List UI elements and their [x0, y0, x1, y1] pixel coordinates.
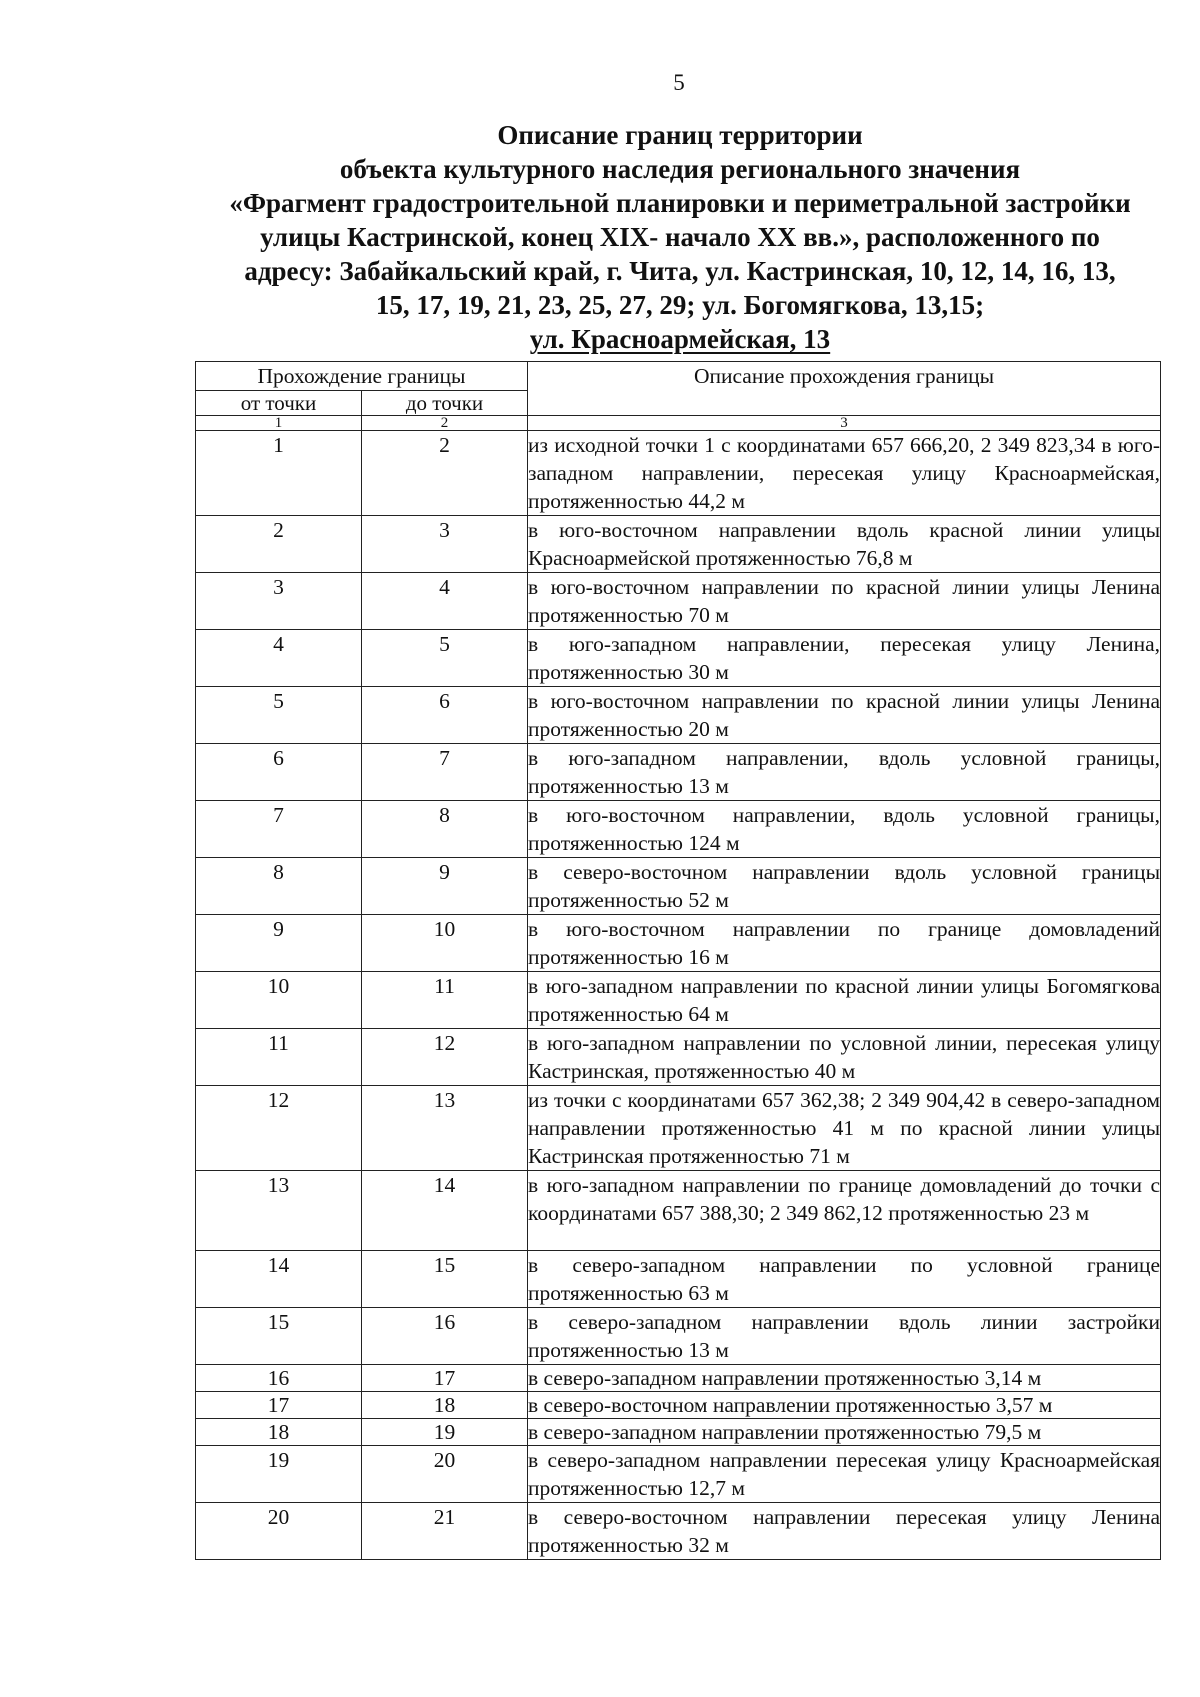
- from-point-cell: 3: [196, 573, 362, 630]
- description-cell: в юго-восточном направлении вдоль красной линии улицы Красноармейской протяженностью 76,8 м: [528, 516, 1161, 573]
- from-point-cell: 5: [196, 687, 362, 744]
- to-point-cell: 17: [362, 1365, 528, 1392]
- table-row: [196, 744, 1161, 801]
- to-point-cell: 12: [362, 1029, 528, 1086]
- table-row: [196, 1419, 1161, 1446]
- from-point-cell: 15: [196, 1308, 362, 1365]
- table-row: [196, 858, 1161, 915]
- to-point-cell: 3: [362, 516, 528, 573]
- description-cell: в северо-восточном направлении пересекая улицу Ленина протяженностью 32 м: [528, 1503, 1161, 1560]
- table-row: [196, 431, 1161, 516]
- table-row: [196, 1446, 1161, 1503]
- from-point-cell: 6: [196, 744, 362, 801]
- description-cell: в юго-восточном направлении, вдоль условной границы, протяженностью 124 м: [528, 801, 1161, 858]
- table-row: [196, 516, 1161, 573]
- from-point-cell: 18: [196, 1419, 362, 1446]
- header-description: Описание прохождения границы: [528, 362, 1161, 416]
- column-number: 3: [528, 416, 1161, 431]
- to-point-cell: 20: [362, 1446, 528, 1503]
- table-row: [196, 801, 1161, 858]
- title-line: улицы Кастринской, конец XIX- начало XX вв.», расположенного по: [260, 222, 1100, 252]
- description-cell: в юго-западном направлении по красной линии улицы Богомягкова протяженностью 64 м: [528, 972, 1161, 1029]
- description-cell: в юго-западном направлении по условной линии, пересекая улицу Кастринская, протяженностью 40 м: [528, 1029, 1161, 1086]
- from-point-cell: 17: [196, 1392, 362, 1419]
- boundary-table: [195, 361, 1161, 1560]
- table-row: [196, 1308, 1161, 1365]
- table-row: [196, 687, 1161, 744]
- title-line: Описание границ территории: [497, 120, 863, 150]
- to-point-cell: 7: [362, 744, 528, 801]
- table-row: [196, 1086, 1161, 1171]
- from-point-cell: 13: [196, 1171, 362, 1251]
- from-point-cell: 4: [196, 630, 362, 687]
- to-point-cell: 9: [362, 858, 528, 915]
- table-row: [196, 1392, 1161, 1419]
- from-point-cell: 10: [196, 972, 362, 1029]
- to-point-cell: 8: [362, 801, 528, 858]
- from-point-cell: 12: [196, 1086, 362, 1171]
- to-point-cell: 13: [362, 1086, 528, 1171]
- table-row: [196, 972, 1161, 1029]
- title-line: объекта культурного наследия регионального значения: [339, 154, 1021, 184]
- from-point-cell: 9: [196, 915, 362, 972]
- description-cell: в северо-восточном направлении вдоль условной границы протяженностью 52 м: [528, 858, 1161, 915]
- column-number: 2: [362, 416, 528, 431]
- description-cell: из исходной точки 1 с координатами 657 666,20, 2 349 823,34 в юго-западном направлении, пересекая улицу Красноармейская, протяженностью 44,2 м: [528, 431, 1161, 516]
- title-line: 15, 17, 19, 21, 23, 25, 27, 29; ул. Богомягкова, 13,15;: [375, 290, 985, 320]
- table-row: [196, 1365, 1161, 1392]
- description-cell: в юго-восточном направлении по границе домовладений протяженностью 16 м: [528, 915, 1161, 972]
- to-point-cell: 10: [362, 915, 528, 972]
- to-point-cell: 14: [362, 1171, 528, 1251]
- to-point-cell: 6: [362, 687, 528, 744]
- table-body: [196, 431, 1161, 1560]
- to-point-cell: 19: [362, 1419, 528, 1446]
- description-cell: в северо-западном направлении пересекая улицу Красноармейская протяженностью 12,7 м: [528, 1446, 1161, 1503]
- description-cell: в северо-западном направлении протяженностью 79,5 м: [528, 1419, 1161, 1446]
- description-cell: в юго-западном направлении по границе домовладений до точки с координатами 657 388,30; 2 349 862,12 протяженностью 23 м: [528, 1171, 1161, 1251]
- from-point-cell: 1: [196, 431, 362, 516]
- from-point-cell: 2: [196, 516, 362, 573]
- header-to-point: до точки: [362, 391, 528, 416]
- from-point-cell: 14: [196, 1251, 362, 1308]
- to-point-cell: 5: [362, 630, 528, 687]
- description-cell: в юго-восточном направлении по красной линии улицы Ленина протяженностью 70 м: [528, 573, 1161, 630]
- from-point-cell: 16: [196, 1365, 362, 1392]
- description-cell: в северо-западном направлении вдоль линии застройки протяженностью 13 м: [528, 1308, 1161, 1365]
- title-line: «Фрагмент градостроительной планировки и периметральной застройки: [229, 188, 1131, 218]
- from-point-cell: 8: [196, 858, 362, 915]
- to-point-cell: 18: [362, 1392, 528, 1419]
- table-row: [196, 1503, 1161, 1560]
- to-point-cell: 16: [362, 1308, 528, 1365]
- description-cell: в юго-восточном направлении по красной линии улицы Ленина протяженностью 20 м: [528, 687, 1161, 744]
- to-point-cell: 21: [362, 1503, 528, 1560]
- document-title: [170, 118, 1190, 356]
- to-point-cell: 11: [362, 972, 528, 1029]
- from-point-cell: 11: [196, 1029, 362, 1086]
- description-cell: в северо-восточном направлении протяженностью 3,57 м: [528, 1392, 1161, 1419]
- table-row: [196, 630, 1161, 687]
- table-row: [196, 915, 1161, 972]
- table-row: [196, 573, 1161, 630]
- column-number: 1: [196, 416, 362, 431]
- table-row: [196, 1251, 1161, 1308]
- header-passage: Прохождение границы: [196, 362, 528, 391]
- description-cell: из точки с координатами 657 362,38; 2 349 904,42 в северо-западном направлении протяженностью 41 м по красной линии улицы Кастринская протяженностью 71 м: [528, 1086, 1161, 1171]
- description-cell: в юго-западном направлении, пересекая улицу Ленина, протяженностью 30 м: [528, 630, 1161, 687]
- title-line: адресу: Забайкальский край, г. Чита, ул. Кастринская, 10, 12, 14, 16, 13,: [244, 256, 1116, 286]
- header-from-point: от точки: [196, 391, 362, 416]
- table-row: [196, 1171, 1161, 1251]
- page-number: 5: [673, 70, 685, 95]
- to-point-cell: 4: [362, 573, 528, 630]
- from-point-cell: 19: [196, 1446, 362, 1503]
- table-row: [196, 1029, 1161, 1086]
- to-point-cell: 15: [362, 1251, 528, 1308]
- to-point-cell: 2: [362, 431, 528, 516]
- from-point-cell: 7: [196, 801, 362, 858]
- from-point-cell: 20: [196, 1503, 362, 1560]
- description-cell: в северо-западном направлении по условной границе протяженностью 63 м: [528, 1251, 1161, 1308]
- description-cell: в юго-западном направлении, вдоль условной границы, протяженностью 13 м: [528, 744, 1161, 801]
- title-line: ул. Красноармейская, 13: [529, 324, 831, 354]
- description-cell: в северо-западном направлении протяженностью 3,14 м: [528, 1365, 1161, 1392]
